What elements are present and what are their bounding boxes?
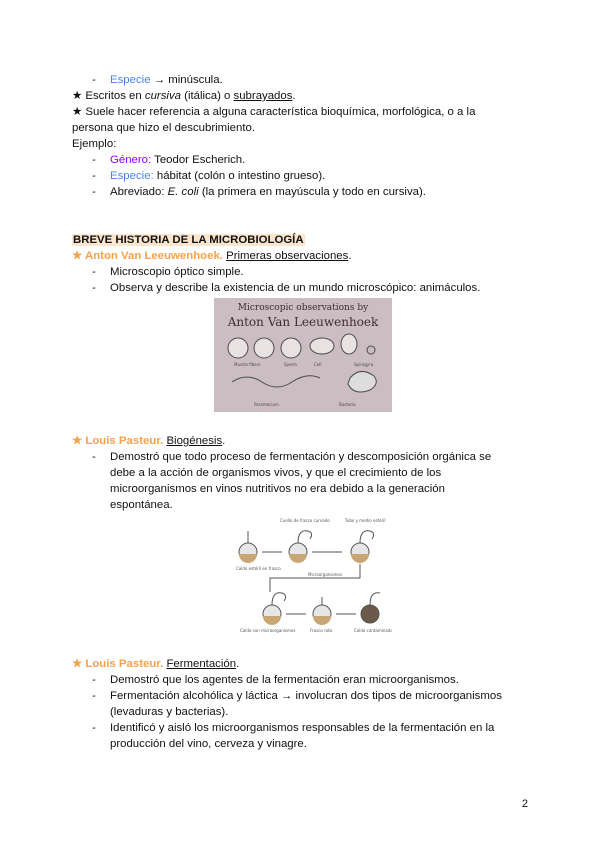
list-dash: -	[92, 722, 96, 734]
example-label: Ejemplo:	[72, 138, 117, 150]
subsection-title: ★ Louis Pasteur. Biogénesis.	[72, 435, 226, 447]
figure-label: Tubo y medio estéril	[345, 518, 386, 523]
list-item: Género: Teodor Escherich.	[110, 154, 246, 166]
list-item: Abreviado: E. coli (la primera en mayúscula y todo en cursiva).	[110, 186, 426, 198]
pasteur-flask-figure	[230, 514, 392, 638]
list-item: Observa y describe la existencia de un mundo microscópico: animáculos.	[110, 282, 481, 294]
list-item-continuation: debe a la acción de organismos vivos, y que el crecimiento de los	[110, 467, 442, 479]
subsection-title: ★ Louis Pasteur. Fermentación.	[72, 658, 240, 670]
figure-label: Cuello de frasco curvado	[280, 518, 330, 523]
leeuwenhoek-figure	[214, 298, 392, 412]
list-dash: -	[92, 451, 96, 463]
list-dash: -	[92, 282, 96, 294]
figure-title: Microscopic observations by	[237, 303, 369, 313]
figure-label: Microorganismos	[308, 572, 342, 577]
list-item: Especie: hábitat (colón o intestino grueso).	[110, 170, 326, 182]
figure-label: Caldo contaminado	[354, 628, 392, 633]
subsection-title: ★ Anton Van Leeuwenhoek. Primeras observaciones.	[72, 250, 352, 262]
list-item-continuation: microorganismos en vinos nutritivos no era debido a la generación	[110, 483, 445, 495]
figure-label: Sperm	[284, 362, 298, 367]
page-number: 2	[521, 798, 528, 810]
list-item: Demostró que los agentes de la fermentación eran microorganismos.	[110, 674, 459, 686]
figure-label: Caldo estéril en frasco	[236, 566, 281, 571]
list-dash: -	[92, 170, 96, 182]
list-item: Microscopio óptico simple.	[110, 266, 244, 278]
list-dash: -	[92, 674, 96, 686]
list-item: Especie → minúscula.	[110, 74, 223, 86]
list-item-continuation: (levaduras y bacterias).	[110, 706, 229, 718]
term-label: Especie	[110, 74, 151, 86]
list-dash: -	[92, 186, 96, 198]
figure-label: Caldo con microorganismos	[240, 628, 296, 633]
list-dash: -	[92, 154, 96, 166]
figure-label: Cell	[314, 362, 322, 367]
figure-label: Bacteria	[339, 402, 356, 407]
list-item: Identificó y aisló los microorganismos responsables de la fermentación en la	[110, 722, 495, 734]
list-item: Demostró que todo proceso de fermentación y descomposición orgánica se	[110, 451, 492, 463]
figure-label: Spirogyra	[354, 362, 374, 367]
list-dash: -	[92, 690, 96, 702]
figure-label: Paramecium	[254, 402, 279, 407]
list-item-continuation: producción del vino, cerveza y vinagre.	[110, 738, 307, 750]
list-item: Fermentación alcohólica y láctica → involucran dos tipos de microorganismos	[110, 690, 502, 702]
list-dash: -	[92, 74, 96, 86]
star-note: ★ Escritos en cursiva (itálica) o subrayados.	[72, 90, 296, 102]
section-heading: BREVE HISTORIA DE LA MICROBIOLOGÍA	[73, 234, 304, 246]
list-dash: -	[92, 266, 96, 278]
figure-title: Anton Van Leeuwenhoek	[227, 315, 379, 329]
figure-label: Muscle fibers	[234, 362, 261, 367]
figure-label: Frasco roto	[310, 628, 333, 633]
text-line: persona que hizo el descubrimiento.	[72, 122, 255, 134]
list-item-continuation: espontánea.	[110, 499, 173, 511]
star-note: ★ Suele hacer referencia a alguna característica bioquímica, morfológica, o a la	[72, 106, 476, 118]
